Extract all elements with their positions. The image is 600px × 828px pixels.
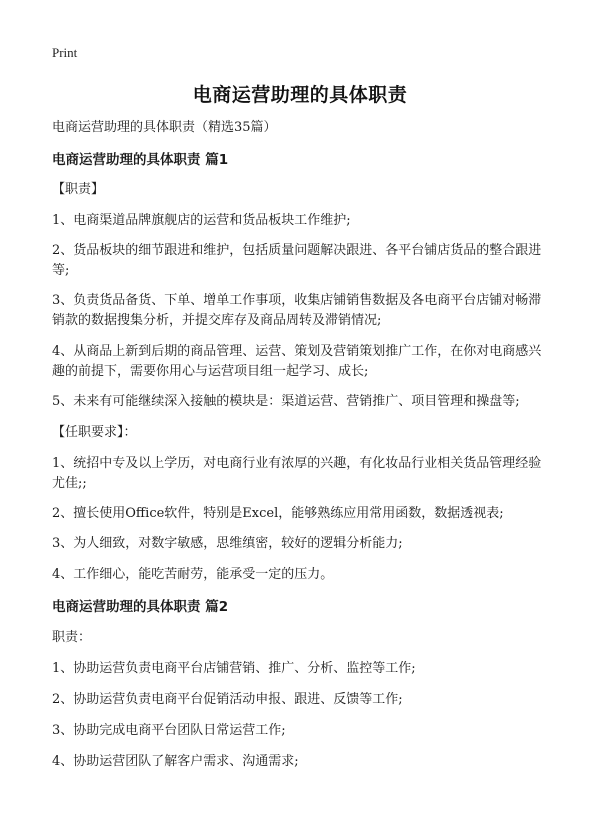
duty-item: 4、从商品上新到后期的商品管理、运营、策划及营销策划推广工作，在你对电商感兴趣的前提下，需要你用心与运营项目组一起学习、成长; — [52, 344, 542, 379]
duty-item: 4、协助运营团队了解客户需求、沟通需求; — [52, 754, 299, 769]
document-subtitle: 电商运营助理的具体职责（精选35篇） — [52, 120, 277, 135]
requirement-item: 1、统招中专及以上学历，对电商行业有浓厚的兴趣，有化妆品行业相关货品管理经验尤佳;; — [52, 456, 542, 491]
duty-item: 2、货品板块的细节跟进和维护，包括质量问题解决跟进、各平台铺店货品的整合跟进等; — [52, 243, 542, 278]
section-heading-1: 电商运营助理的具体职责 篇1 — [52, 152, 229, 168]
duty-item: 2、协助运营负责电商平台促销活动申报、跟进、反馈等工作; — [52, 692, 403, 707]
requirement-item: 2、擅长使用Office软件，特别是Excel，能够熟练应用常用函数，数据透视表; — [52, 506, 504, 521]
requirement-label-1: 【任职要求】： — [52, 425, 137, 440]
section-heading-2: 电商运营助理的具体职责 篇2 — [52, 599, 229, 615]
requirement-item: 3、为人细致，对数字敏感，思维缜密，较好的逻辑分析能力; — [52, 536, 403, 551]
duty-label-2: 职责： — [52, 630, 92, 645]
requirement-item: 4、工作细心，能吃苦耐劳，能承受一定的压力。 — [52, 567, 334, 582]
duty-item: 1、协助运营负责电商平台店铺营销、推广、分析、监控等工作; — [52, 661, 416, 676]
duty-item: 3、协助完成电商平台团队日常运营工作; — [52, 723, 286, 738]
document-title: 电商运营助理的具体职责 — [192, 84, 408, 106]
duty-item: 5、未来有可能继续深入接触的模块是：渠道运营、营销推广、项目管理和操盘等; — [52, 394, 520, 409]
duty-item: 3、负责货品备货、下单、增单工作事项，收集店铺销售数据及各电商平台店铺对畅滞销款的数据搜集分析，并提交库存及商品周转及滞销情况; — [52, 293, 542, 328]
print-label: Print — [52, 45, 78, 60]
duty-item: 1、电商渠道品牌旗舰店的运营和货品板块工作维护; — [52, 213, 351, 228]
duty-label-1: 【职责】 — [52, 182, 105, 197]
